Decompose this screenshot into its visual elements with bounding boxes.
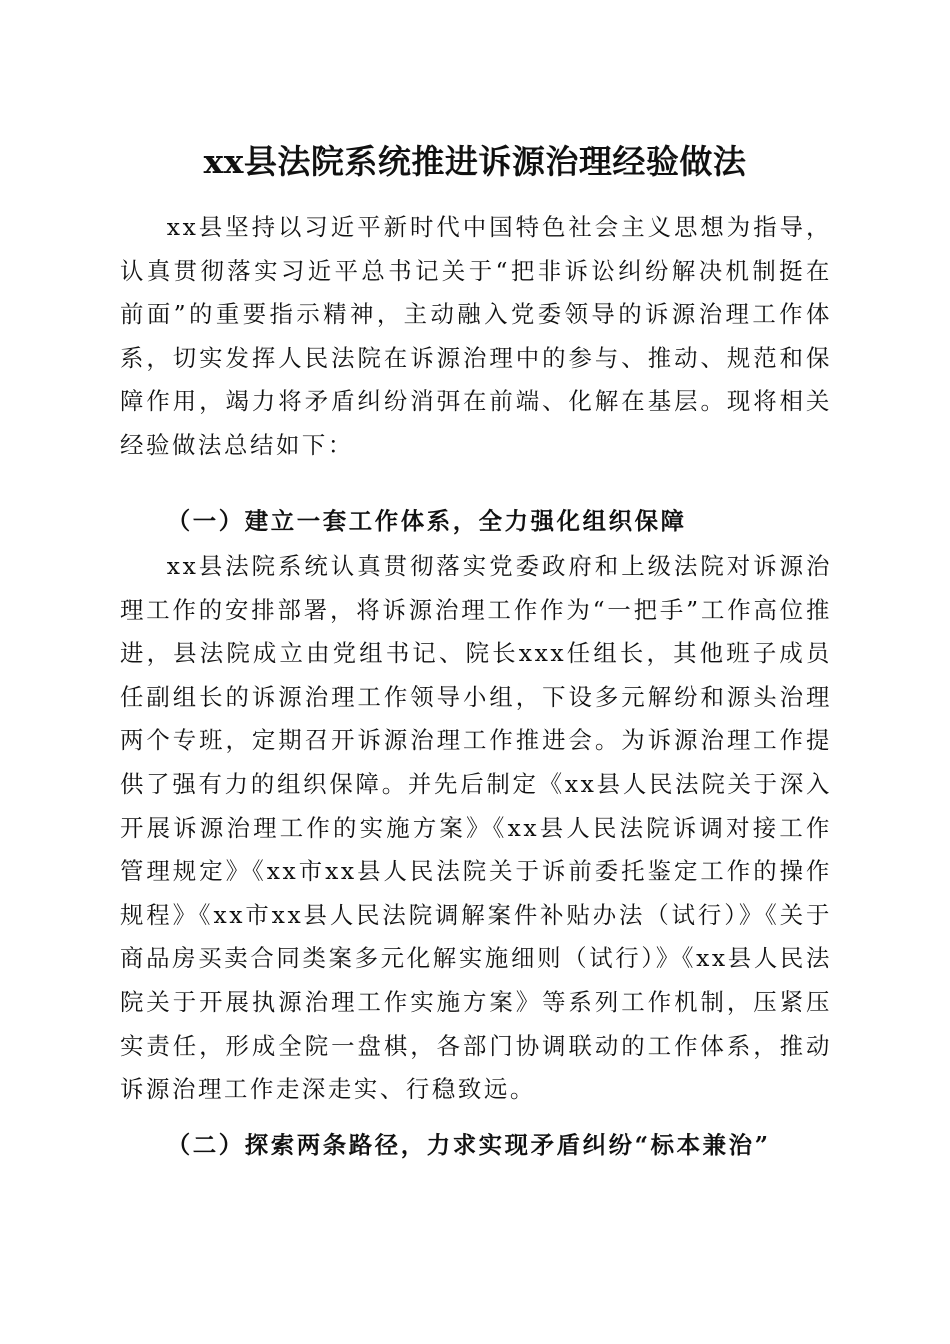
document-title: xx县法院系统推进诉源治理经验做法	[203, 142, 747, 181]
section-2-heading: （二）探索两条路径，力求实现矛盾纠纷“标本兼治”	[166, 1131, 771, 1159]
section-1-heading: （一）建立一套工作体系，全力强化组织保障	[166, 507, 687, 535]
intro-paragraph: xx县坚持以习近平新时代中国特色社会主义思想为指导，认真贯彻落实习近平总书记关于“把非诉讼纠纷解决机制挺在前面”的重要指示精神，主动融入党委领导的诉源治理工作体系，切实发挥人民法院在诉源治理中的参与、推动、规范和保障作用，竭力将矛盾纠纷消弭在前端、化解在基层。现将相关经验做法总结如下：	[120, 213, 832, 459]
section-1-paragraph: xx县法院系统认真贯彻落实党委政府和上级法院对诉源治理工作的安排部署，将诉源治理工作作为“一把手”工作高位推进，县法院成立由党组书记、院长xxx任组长，其他班子成员任副组长的诉源治理工作领导小组，下设多元解纷和源头治理两个专班，定期召开诉源治理工作推进会。为诉源治理工作提供了强有力的组织保障。并先后制定《xx县人民法院关于深入开展诉源治理工作的实施方案》《xx县人民法院诉调对接工作管理规定》《xx市xx县人民法院关于诉前委托鉴定工作的操作规程》《xx市xx县人民法院调解案件补贴办法（试行）》《关于商品房买卖合同类案多元化解实施细则（试行）》《xx县人民法院关于开展执源治理工作实施方案》等系列工作机制，压紧压实责任，形成全院一盘棋，各部门协调联动的工作体系，推动诉源治理工作走深走实、行稳致远。	[120, 552, 832, 1104]
